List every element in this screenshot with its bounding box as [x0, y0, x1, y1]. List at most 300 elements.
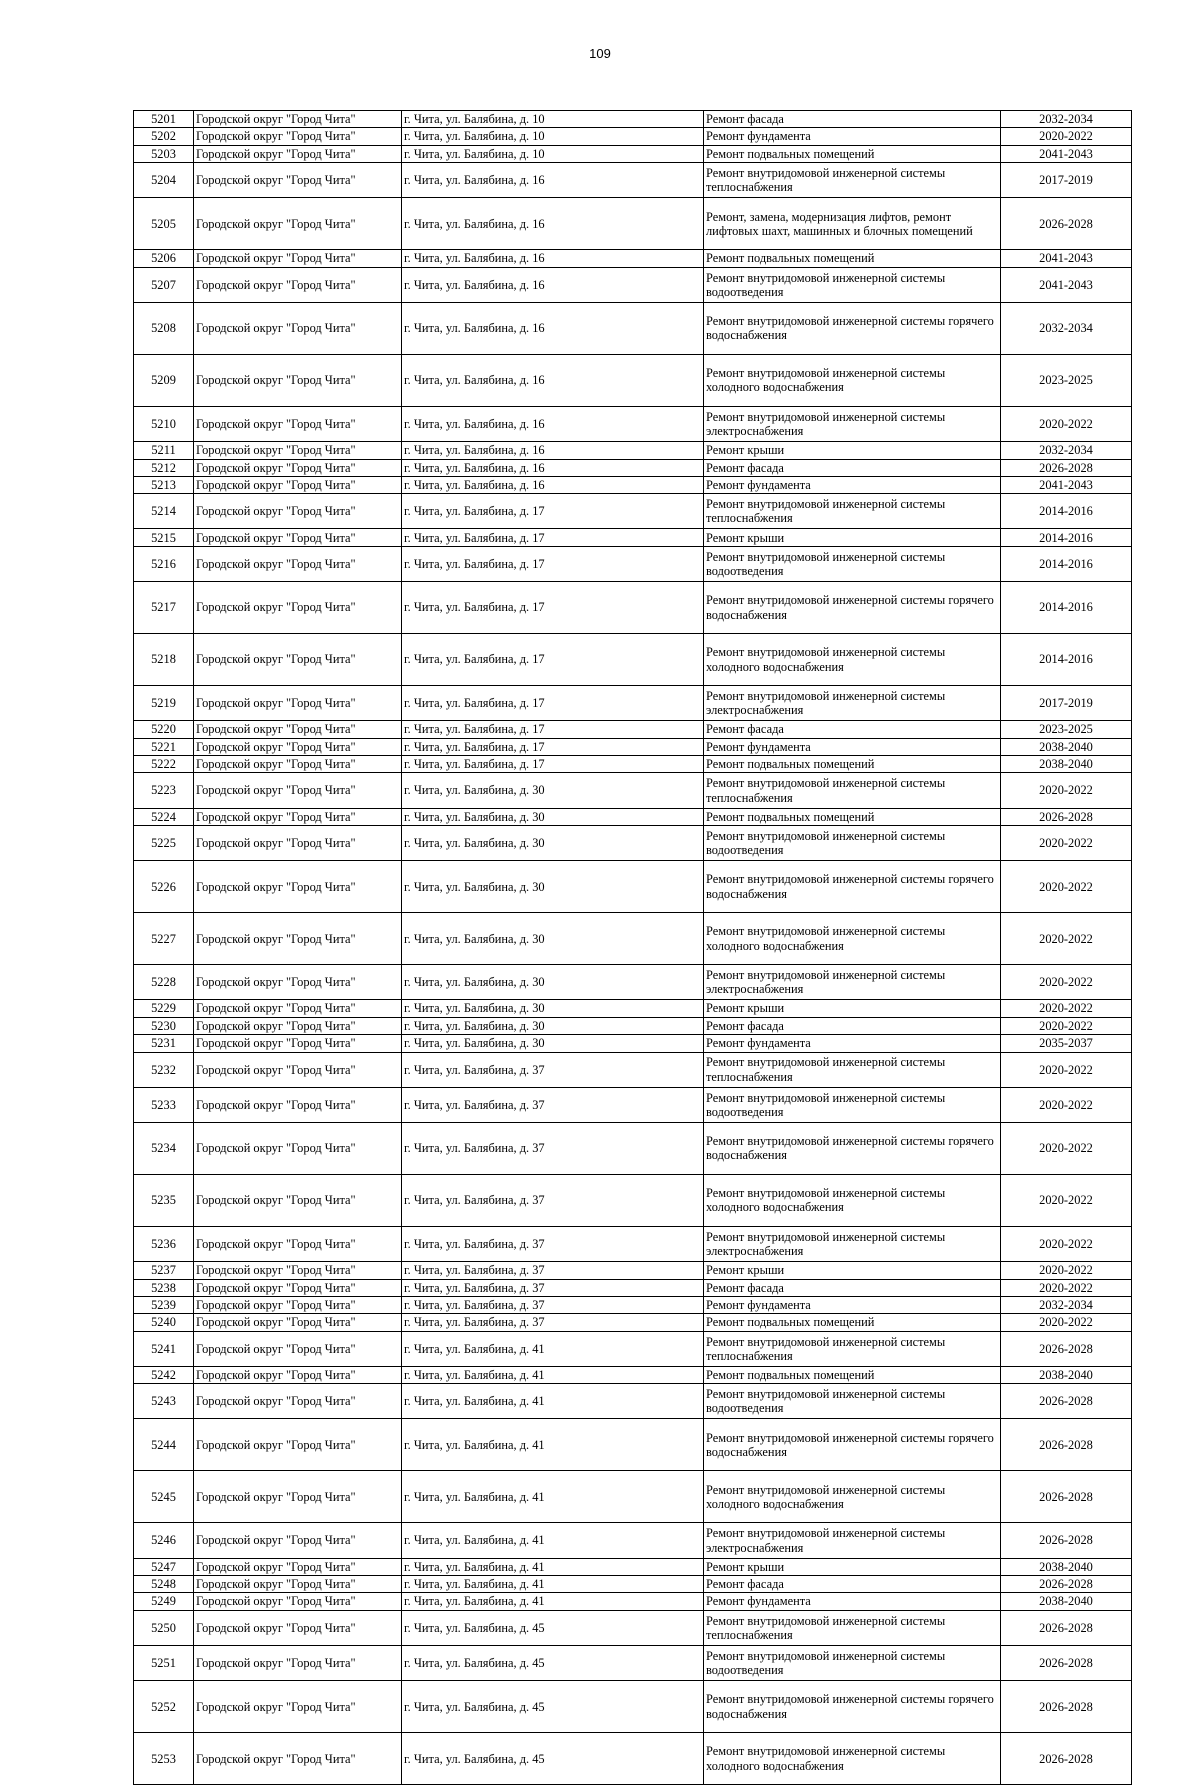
- row-number-cell: 5225: [134, 826, 194, 861]
- period-cell: 2017-2019: [1001, 163, 1132, 198]
- row-number-cell: 5243: [134, 1384, 194, 1419]
- period-cell: 2032-2034: [1001, 302, 1132, 354]
- period-cell: 2014-2016: [1001, 494, 1132, 529]
- period-cell: 2014-2016: [1001, 546, 1132, 581]
- period-cell: 2026-2028: [1001, 198, 1132, 250]
- address-cell: г. Чита, ул. Балябина, д. 45: [402, 1645, 704, 1680]
- work-type-cell: Ремонт фундамента: [704, 128, 1001, 145]
- table-row: [134, 808, 1132, 825]
- row-number-cell: 5232: [134, 1052, 194, 1087]
- address-cell: г. Чита, ул. Балябина, д. 17: [402, 738, 704, 755]
- period-cell: 2032-2034: [1001, 1296, 1132, 1313]
- address-cell: г. Чита, ул. Балябина, д. 45: [402, 1733, 704, 1785]
- municipality-cell: Городской округ "Город Чита": [194, 686, 402, 721]
- municipality-cell: Городской округ "Город Чита": [194, 406, 402, 441]
- work-type-cell: Ремонт крыши: [704, 1000, 1001, 1017]
- municipality-cell: Городской округ "Город Чита": [194, 1279, 402, 1296]
- work-type-cell: Ремонт внутридомовой инженерной системы водоотведения: [704, 1645, 1001, 1680]
- row-number-cell: 5234: [134, 1122, 194, 1174]
- period-cell: 2020-2022: [1001, 1087, 1132, 1122]
- table-row: [134, 826, 1132, 861]
- work-type-cell: Ремонт подвальных помещений: [704, 145, 1001, 162]
- period-cell: 2020-2022: [1001, 1226, 1132, 1261]
- address-cell: г. Чита, ул. Балябина, д. 16: [402, 459, 704, 476]
- address-cell: г. Чита, ул. Балябина, д. 37: [402, 1279, 704, 1296]
- table-row: [134, 1681, 1132, 1733]
- work-type-cell: Ремонт внутридомовой инженерной системы электроснабжения: [704, 686, 1001, 721]
- municipality-cell: Городской округ "Город Чита": [194, 163, 402, 198]
- address-cell: г. Чита, ул. Балябина, д. 41: [402, 1331, 704, 1366]
- table-row: [134, 1331, 1132, 1366]
- period-cell: 2020-2022: [1001, 1314, 1132, 1331]
- municipality-cell: Городской округ "Город Чита": [194, 1017, 402, 1034]
- municipality-cell: Городской округ "Город Чита": [194, 442, 402, 459]
- row-number-cell: 5208: [134, 302, 194, 354]
- work-type-cell: Ремонт крыши: [704, 529, 1001, 546]
- address-cell: г. Чита, ул. Балябина, д. 17: [402, 634, 704, 686]
- table-row: [134, 686, 1132, 721]
- table-row: [134, 1471, 1132, 1523]
- municipality-cell: Городской округ "Город Чита": [194, 302, 402, 354]
- period-cell: 2017-2019: [1001, 686, 1132, 721]
- table-body: [134, 111, 1132, 1785]
- period-cell: 2026-2028: [1001, 1576, 1132, 1593]
- row-number-cell: 5230: [134, 1017, 194, 1034]
- work-type-cell: Ремонт внутридомовой инженерной системы теплоснабжения: [704, 494, 1001, 529]
- work-type-cell: Ремонт внутридомовой инженерной системы водоотведения: [704, 826, 1001, 861]
- table-row: [134, 1593, 1132, 1610]
- row-number-cell: 5218: [134, 634, 194, 686]
- municipality-cell: Городской округ "Город Чита": [194, 529, 402, 546]
- address-cell: г. Чита, ул. Балябина, д. 30: [402, 861, 704, 913]
- row-number-cell: 5231: [134, 1035, 194, 1052]
- row-number-cell: 5236: [134, 1226, 194, 1261]
- address-cell: г. Чита, ул. Балябина, д. 41: [402, 1384, 704, 1419]
- work-type-cell: Ремонт фасада: [704, 111, 1001, 128]
- table-row: [134, 1017, 1132, 1034]
- address-cell: г. Чита, ул. Балябина, д. 30: [402, 1035, 704, 1052]
- work-type-cell: Ремонт внутридомовой инженерной системы горячего водоснабжения: [704, 861, 1001, 913]
- municipality-cell: Городской округ "Город Чита": [194, 198, 402, 250]
- row-number-cell: 5233: [134, 1087, 194, 1122]
- period-cell: 2038-2040: [1001, 1593, 1132, 1610]
- table-row: [134, 442, 1132, 459]
- address-cell: г. Чита, ул. Балябина, д. 16: [402, 267, 704, 302]
- address-cell: г. Чита, ул. Балябина, д. 30: [402, 965, 704, 1000]
- work-type-cell: Ремонт подвальных помещений: [704, 1366, 1001, 1383]
- municipality-cell: Городской округ "Город Чита": [194, 808, 402, 825]
- address-cell: г. Чита, ул. Балябина, д. 41: [402, 1366, 704, 1383]
- row-number-cell: 5205: [134, 198, 194, 250]
- municipality-cell: Городской округ "Город Чита": [194, 1645, 402, 1680]
- address-cell: г. Чита, ул. Балябина, д. 16: [402, 198, 704, 250]
- period-cell: 2020-2022: [1001, 913, 1132, 965]
- period-cell: 2020-2022: [1001, 773, 1132, 808]
- address-cell: г. Чита, ул. Балябина, д. 16: [402, 406, 704, 441]
- row-number-cell: 5221: [134, 738, 194, 755]
- period-cell: 2026-2028: [1001, 1645, 1132, 1680]
- work-type-cell: Ремонт фасада: [704, 1017, 1001, 1034]
- address-cell: г. Чита, ул. Балябина, д. 17: [402, 582, 704, 634]
- municipality-cell: Городской округ "Город Чита": [194, 1262, 402, 1279]
- period-cell: 2026-2028: [1001, 1384, 1132, 1419]
- period-cell: 2020-2022: [1001, 1279, 1132, 1296]
- municipality-cell: Городской округ "Город Чита": [194, 773, 402, 808]
- work-type-cell: Ремонт крыши: [704, 1558, 1001, 1575]
- municipality-cell: Городской округ "Город Чита": [194, 476, 402, 493]
- table-row: [134, 1122, 1132, 1174]
- work-type-cell: Ремонт фундамента: [704, 738, 1001, 755]
- table-row: [134, 494, 1132, 529]
- address-cell: г. Чита, ул. Балябина, д. 10: [402, 128, 704, 145]
- table-row: [134, 546, 1132, 581]
- table-row: [134, 267, 1132, 302]
- table-row: [134, 1279, 1132, 1296]
- work-type-cell: Ремонт крыши: [704, 442, 1001, 459]
- municipality-cell: Городской округ "Город Чита": [194, 1000, 402, 1017]
- municipality-cell: Городской округ "Город Чита": [194, 250, 402, 267]
- row-number-cell: 5222: [134, 756, 194, 773]
- address-cell: г. Чита, ул. Балябина, д. 37: [402, 1122, 704, 1174]
- table-row: [134, 1558, 1132, 1575]
- row-number-cell: 5238: [134, 1279, 194, 1296]
- table-row: [134, 1366, 1132, 1383]
- address-cell: г. Чита, ул. Балябина, д. 17: [402, 546, 704, 581]
- row-number-cell: 5241: [134, 1331, 194, 1366]
- address-cell: г. Чита, ул. Балябина, д. 45: [402, 1610, 704, 1645]
- period-cell: 2026-2028: [1001, 1331, 1132, 1366]
- table-row: [134, 1035, 1132, 1052]
- work-type-cell: Ремонт фасада: [704, 459, 1001, 476]
- table-row: [134, 861, 1132, 913]
- period-cell: 2041-2043: [1001, 267, 1132, 302]
- municipality-cell: Городской округ "Город Чита": [194, 128, 402, 145]
- row-number-cell: 5217: [134, 582, 194, 634]
- work-type-cell: Ремонт внутридомовой инженерной системы горячего водоснабжения: [704, 1681, 1001, 1733]
- table-row: [134, 1610, 1132, 1645]
- municipality-cell: Городской округ "Город Чита": [194, 1035, 402, 1052]
- row-number-cell: 5252: [134, 1681, 194, 1733]
- period-cell: 2020-2022: [1001, 1122, 1132, 1174]
- table-row: [134, 1087, 1132, 1122]
- row-number-cell: 5253: [134, 1733, 194, 1785]
- address-cell: г. Чита, ул. Балябина, д. 17: [402, 529, 704, 546]
- row-number-cell: 5240: [134, 1314, 194, 1331]
- work-type-cell: Ремонт внутридомовой инженерной системы холодного водоснабжения: [704, 1733, 1001, 1785]
- address-cell: г. Чита, ул. Балябина, д. 16: [402, 442, 704, 459]
- work-type-cell: Ремонт фасада: [704, 1279, 1001, 1296]
- address-cell: г. Чита, ул. Балябина, д. 10: [402, 111, 704, 128]
- work-type-cell: Ремонт подвальных помещений: [704, 1314, 1001, 1331]
- work-type-cell: Ремонт внутридомовой инженерной системы холодного водоснабжения: [704, 913, 1001, 965]
- address-cell: г. Чита, ул. Балябина, д. 30: [402, 1017, 704, 1034]
- row-number-cell: 5203: [134, 145, 194, 162]
- municipality-cell: Городской округ "Город Чита": [194, 494, 402, 529]
- row-number-cell: 5247: [134, 1558, 194, 1575]
- municipality-cell: Городской округ "Город Чита": [194, 1174, 402, 1226]
- address-cell: г. Чита, ул. Балябина, д. 41: [402, 1593, 704, 1610]
- row-number-cell: 5248: [134, 1576, 194, 1593]
- period-cell: 2026-2028: [1001, 1523, 1132, 1558]
- table-row: [134, 1576, 1132, 1593]
- work-type-cell: Ремонт крыши: [704, 1262, 1001, 1279]
- period-cell: 2041-2043: [1001, 476, 1132, 493]
- work-type-cell: Ремонт, замена, модернизация лифтов, ремонт лифтовых шахт, машинных и блочных помещений: [704, 198, 1001, 250]
- row-number-cell: 5224: [134, 808, 194, 825]
- table-row: [134, 1000, 1132, 1017]
- table-row: [134, 529, 1132, 546]
- page-number: 109: [589, 46, 611, 61]
- address-cell: г. Чита, ул. Балябина, д. 16: [402, 354, 704, 406]
- municipality-cell: Городской округ "Город Чита": [194, 1558, 402, 1575]
- municipality-cell: Городской округ "Город Чита": [194, 1523, 402, 1558]
- municipality-cell: Городской округ "Город Чита": [194, 1681, 402, 1733]
- address-cell: г. Чита, ул. Балябина, д. 37: [402, 1174, 704, 1226]
- municipality-cell: Городской округ "Город Чита": [194, 913, 402, 965]
- address-cell: г. Чита, ул. Балябина, д. 37: [402, 1226, 704, 1261]
- work-type-cell: Ремонт внутридомовой инженерной системы водоотведения: [704, 1087, 1001, 1122]
- municipality-cell: Городской округ "Город Чита": [194, 1384, 402, 1419]
- row-number-cell: 5242: [134, 1366, 194, 1383]
- period-cell: 2026-2028: [1001, 1471, 1132, 1523]
- municipality-cell: Городской округ "Город Чита": [194, 582, 402, 634]
- period-cell: 2032-2034: [1001, 442, 1132, 459]
- municipality-cell: Городской округ "Город Чита": [194, 459, 402, 476]
- work-type-cell: Ремонт фасада: [704, 1576, 1001, 1593]
- municipality-cell: Городской округ "Город Чита": [194, 1052, 402, 1087]
- municipality-cell: Городской округ "Город Чита": [194, 861, 402, 913]
- address-cell: г. Чита, ул. Балябина, д. 41: [402, 1471, 704, 1523]
- work-type-cell: Ремонт внутридомовой инженерной системы теплоснабжения: [704, 1610, 1001, 1645]
- address-cell: г. Чита, ул. Балябина, д. 16: [402, 302, 704, 354]
- work-type-cell: Ремонт внутридомовой инженерной системы электроснабжения: [704, 1226, 1001, 1261]
- row-number-cell: 5246: [134, 1523, 194, 1558]
- table-row: [134, 721, 1132, 738]
- work-type-cell: Ремонт внутридомовой инженерной системы холодного водоснабжения: [704, 1174, 1001, 1226]
- table-row: [134, 965, 1132, 1000]
- row-number-cell: 5229: [134, 1000, 194, 1017]
- address-cell: г. Чита, ул. Балябина, д. 30: [402, 808, 704, 825]
- address-cell: г. Чита, ул. Балябина, д. 37: [402, 1262, 704, 1279]
- period-cell: 2020-2022: [1001, 965, 1132, 1000]
- table-row: [134, 459, 1132, 476]
- table-row: [134, 250, 1132, 267]
- row-number-cell: 5249: [134, 1593, 194, 1610]
- work-type-cell: Ремонт внутридомовой инженерной системы горячего водоснабжения: [704, 302, 1001, 354]
- period-cell: 2035-2037: [1001, 1035, 1132, 1052]
- period-cell: 2020-2022: [1001, 826, 1132, 861]
- period-cell: 2020-2022: [1001, 861, 1132, 913]
- address-cell: г. Чита, ул. Балябина, д. 37: [402, 1052, 704, 1087]
- period-cell: 2020-2022: [1001, 1174, 1132, 1226]
- address-cell: г. Чита, ул. Балябина, д. 16: [402, 250, 704, 267]
- address-cell: г. Чита, ул. Балябина, д. 45: [402, 1681, 704, 1733]
- municipality-cell: Городской округ "Город Чита": [194, 1576, 402, 1593]
- work-type-cell: Ремонт внутридомовой инженерной системы теплоснабжения: [704, 1331, 1001, 1366]
- address-cell: г. Чита, ул. Балябина, д. 16: [402, 476, 704, 493]
- municipality-cell: Городской округ "Город Чита": [194, 738, 402, 755]
- municipality-cell: Городской округ "Город Чита": [194, 145, 402, 162]
- address-cell: г. Чита, ул. Балябина, д. 17: [402, 756, 704, 773]
- municipality-cell: Городской округ "Город Чита": [194, 634, 402, 686]
- work-type-cell: Ремонт внутридомовой инженерной системы теплоснабжения: [704, 1052, 1001, 1087]
- table-row: [134, 476, 1132, 493]
- table-row: [134, 756, 1132, 773]
- table-row: [134, 1733, 1132, 1785]
- work-type-cell: Ремонт фундамента: [704, 1593, 1001, 1610]
- row-number-cell: 5214: [134, 494, 194, 529]
- row-number-cell: 5202: [134, 128, 194, 145]
- table-row: [134, 773, 1132, 808]
- work-type-cell: Ремонт подвальных помещений: [704, 250, 1001, 267]
- work-type-cell: Ремонт фундамента: [704, 476, 1001, 493]
- period-cell: 2026-2028: [1001, 1419, 1132, 1471]
- work-type-cell: Ремонт внутридомовой инженерной системы холодного водоснабжения: [704, 634, 1001, 686]
- row-number-cell: 5223: [134, 773, 194, 808]
- municipality-cell: Городской округ "Город Чита": [194, 1087, 402, 1122]
- table-row: [134, 302, 1132, 354]
- municipality-cell: Городской округ "Город Чита": [194, 1122, 402, 1174]
- row-number-cell: 5235: [134, 1174, 194, 1226]
- municipality-cell: Городской округ "Город Чита": [194, 1610, 402, 1645]
- table-row: [134, 582, 1132, 634]
- work-type-cell: Ремонт внутридомовой инженерной системы электроснабжения: [704, 1523, 1001, 1558]
- municipality-cell: Городской округ "Город Чита": [194, 354, 402, 406]
- municipality-cell: Городской округ "Город Чита": [194, 1226, 402, 1261]
- row-number-cell: 5245: [134, 1471, 194, 1523]
- period-cell: 2041-2043: [1001, 250, 1132, 267]
- table-row: [134, 1262, 1132, 1279]
- address-cell: г. Чита, ул. Балябина, д. 37: [402, 1087, 704, 1122]
- address-cell: г. Чита, ул. Балябина, д. 37: [402, 1314, 704, 1331]
- table-row: [134, 913, 1132, 965]
- work-type-cell: Ремонт внутридомовой инженерной системы теплоснабжения: [704, 163, 1001, 198]
- work-type-cell: Ремонт внутридомовой инженерной системы электроснабжения: [704, 406, 1001, 441]
- period-cell: 2014-2016: [1001, 582, 1132, 634]
- period-cell: 2041-2043: [1001, 145, 1132, 162]
- period-cell: 2026-2028: [1001, 1681, 1132, 1733]
- municipality-cell: Городской округ "Город Чита": [194, 721, 402, 738]
- row-number-cell: 5211: [134, 442, 194, 459]
- table-row: [134, 128, 1132, 145]
- table-row: [134, 111, 1132, 128]
- municipality-cell: Городской округ "Город Чита": [194, 267, 402, 302]
- row-number-cell: 5206: [134, 250, 194, 267]
- address-cell: г. Чита, ул. Балябина, д. 30: [402, 1000, 704, 1017]
- row-number-cell: 5215: [134, 529, 194, 546]
- period-cell: 2023-2025: [1001, 354, 1132, 406]
- table-row: [134, 1296, 1132, 1313]
- address-cell: г. Чита, ул. Балябина, д. 16: [402, 163, 704, 198]
- period-cell: 2032-2034: [1001, 111, 1132, 128]
- work-type-cell: Ремонт внутридомовой инженерной системы холодного водоснабжения: [704, 1471, 1001, 1523]
- row-number-cell: 5201: [134, 111, 194, 128]
- period-cell: 2026-2028: [1001, 1733, 1132, 1785]
- period-cell: 2026-2028: [1001, 1610, 1132, 1645]
- work-type-cell: Ремонт внутридомовой инженерной системы водоотведения: [704, 546, 1001, 581]
- row-number-cell: 5219: [134, 686, 194, 721]
- table-row: [134, 1052, 1132, 1087]
- address-cell: г. Чита, ул. Балябина, д. 30: [402, 826, 704, 861]
- work-type-cell: Ремонт внутридомовой инженерной системы горячего водоснабжения: [704, 582, 1001, 634]
- address-cell: г. Чита, ул. Балябина, д. 41: [402, 1576, 704, 1593]
- work-type-cell: Ремонт внутридомовой инженерной системы теплоснабжения: [704, 773, 1001, 808]
- municipality-cell: Городской округ "Город Чита": [194, 826, 402, 861]
- work-type-cell: Ремонт фасада: [704, 721, 1001, 738]
- work-type-cell: Ремонт подвальных помещений: [704, 808, 1001, 825]
- address-cell: г. Чита, ул. Балябина, д. 30: [402, 773, 704, 808]
- address-cell: г. Чита, ул. Балябина, д. 41: [402, 1419, 704, 1471]
- period-cell: 2038-2040: [1001, 756, 1132, 773]
- table-row: [134, 198, 1132, 250]
- work-type-cell: Ремонт фундамента: [704, 1035, 1001, 1052]
- period-cell: 2020-2022: [1001, 1262, 1132, 1279]
- municipality-cell: Городской округ "Город Чита": [194, 965, 402, 1000]
- period-cell: 2023-2025: [1001, 721, 1132, 738]
- table-row: [134, 354, 1132, 406]
- period-cell: 2020-2022: [1001, 1000, 1132, 1017]
- work-type-cell: Ремонт внутридомовой инженерной системы водоотведения: [704, 1384, 1001, 1419]
- work-type-cell: Ремонт внутридомовой инженерной системы холодного водоснабжения: [704, 354, 1001, 406]
- table-row: [134, 1174, 1132, 1226]
- period-cell: 2026-2028: [1001, 808, 1132, 825]
- table-row: [134, 1226, 1132, 1261]
- municipality-cell: Городской округ "Город Чита": [194, 1331, 402, 1366]
- row-number-cell: 5228: [134, 965, 194, 1000]
- period-cell: 2020-2022: [1001, 1017, 1132, 1034]
- municipality-cell: Городской округ "Город Чита": [194, 1733, 402, 1785]
- municipality-cell: Городской округ "Город Чита": [194, 1314, 402, 1331]
- row-number-cell: 5212: [134, 459, 194, 476]
- table-row: [134, 1384, 1132, 1419]
- work-type-cell: Ремонт внутридомовой инженерной системы водоотведения: [704, 267, 1001, 302]
- municipality-cell: Городской округ "Город Чита": [194, 546, 402, 581]
- table-row: [134, 1645, 1132, 1680]
- row-number-cell: 5239: [134, 1296, 194, 1313]
- address-cell: г. Чита, ул. Балябина, д. 37: [402, 1296, 704, 1313]
- address-cell: г. Чита, ул. Балябина, д. 17: [402, 686, 704, 721]
- work-type-cell: Ремонт внутридомовой инженерной системы горячего водоснабжения: [704, 1419, 1001, 1471]
- municipality-cell: Городской округ "Город Чита": [194, 756, 402, 773]
- municipality-cell: Городской округ "Город Чита": [194, 1296, 402, 1313]
- municipality-cell: Городской округ "Город Чита": [194, 111, 402, 128]
- address-cell: г. Чита, ул. Балябина, д. 17: [402, 494, 704, 529]
- table-row: [134, 1419, 1132, 1471]
- capital-repair-table: [133, 110, 1132, 1785]
- period-cell: 2038-2040: [1001, 1366, 1132, 1383]
- row-number-cell: 5213: [134, 476, 194, 493]
- table-row: [134, 738, 1132, 755]
- row-number-cell: 5220: [134, 721, 194, 738]
- row-number-cell: 5227: [134, 913, 194, 965]
- period-cell: 2038-2040: [1001, 738, 1132, 755]
- work-type-cell: Ремонт внутридомовой инженерной системы электроснабжения: [704, 965, 1001, 1000]
- table-row: [134, 163, 1132, 198]
- address-cell: г. Чита, ул. Балябина, д. 41: [402, 1558, 704, 1575]
- row-number-cell: 5210: [134, 406, 194, 441]
- row-number-cell: 5216: [134, 546, 194, 581]
- row-number-cell: 5251: [134, 1645, 194, 1680]
- table-row: [134, 145, 1132, 162]
- period-cell: 2020-2022: [1001, 128, 1132, 145]
- period-cell: 2014-2016: [1001, 634, 1132, 686]
- municipality-cell: Городской округ "Город Чита": [194, 1471, 402, 1523]
- table-row: [134, 406, 1132, 441]
- period-cell: 2020-2022: [1001, 1052, 1132, 1087]
- address-cell: г. Чита, ул. Балябина, д. 41: [402, 1523, 704, 1558]
- period-cell: 2014-2016: [1001, 529, 1132, 546]
- table-row: [134, 1523, 1132, 1558]
